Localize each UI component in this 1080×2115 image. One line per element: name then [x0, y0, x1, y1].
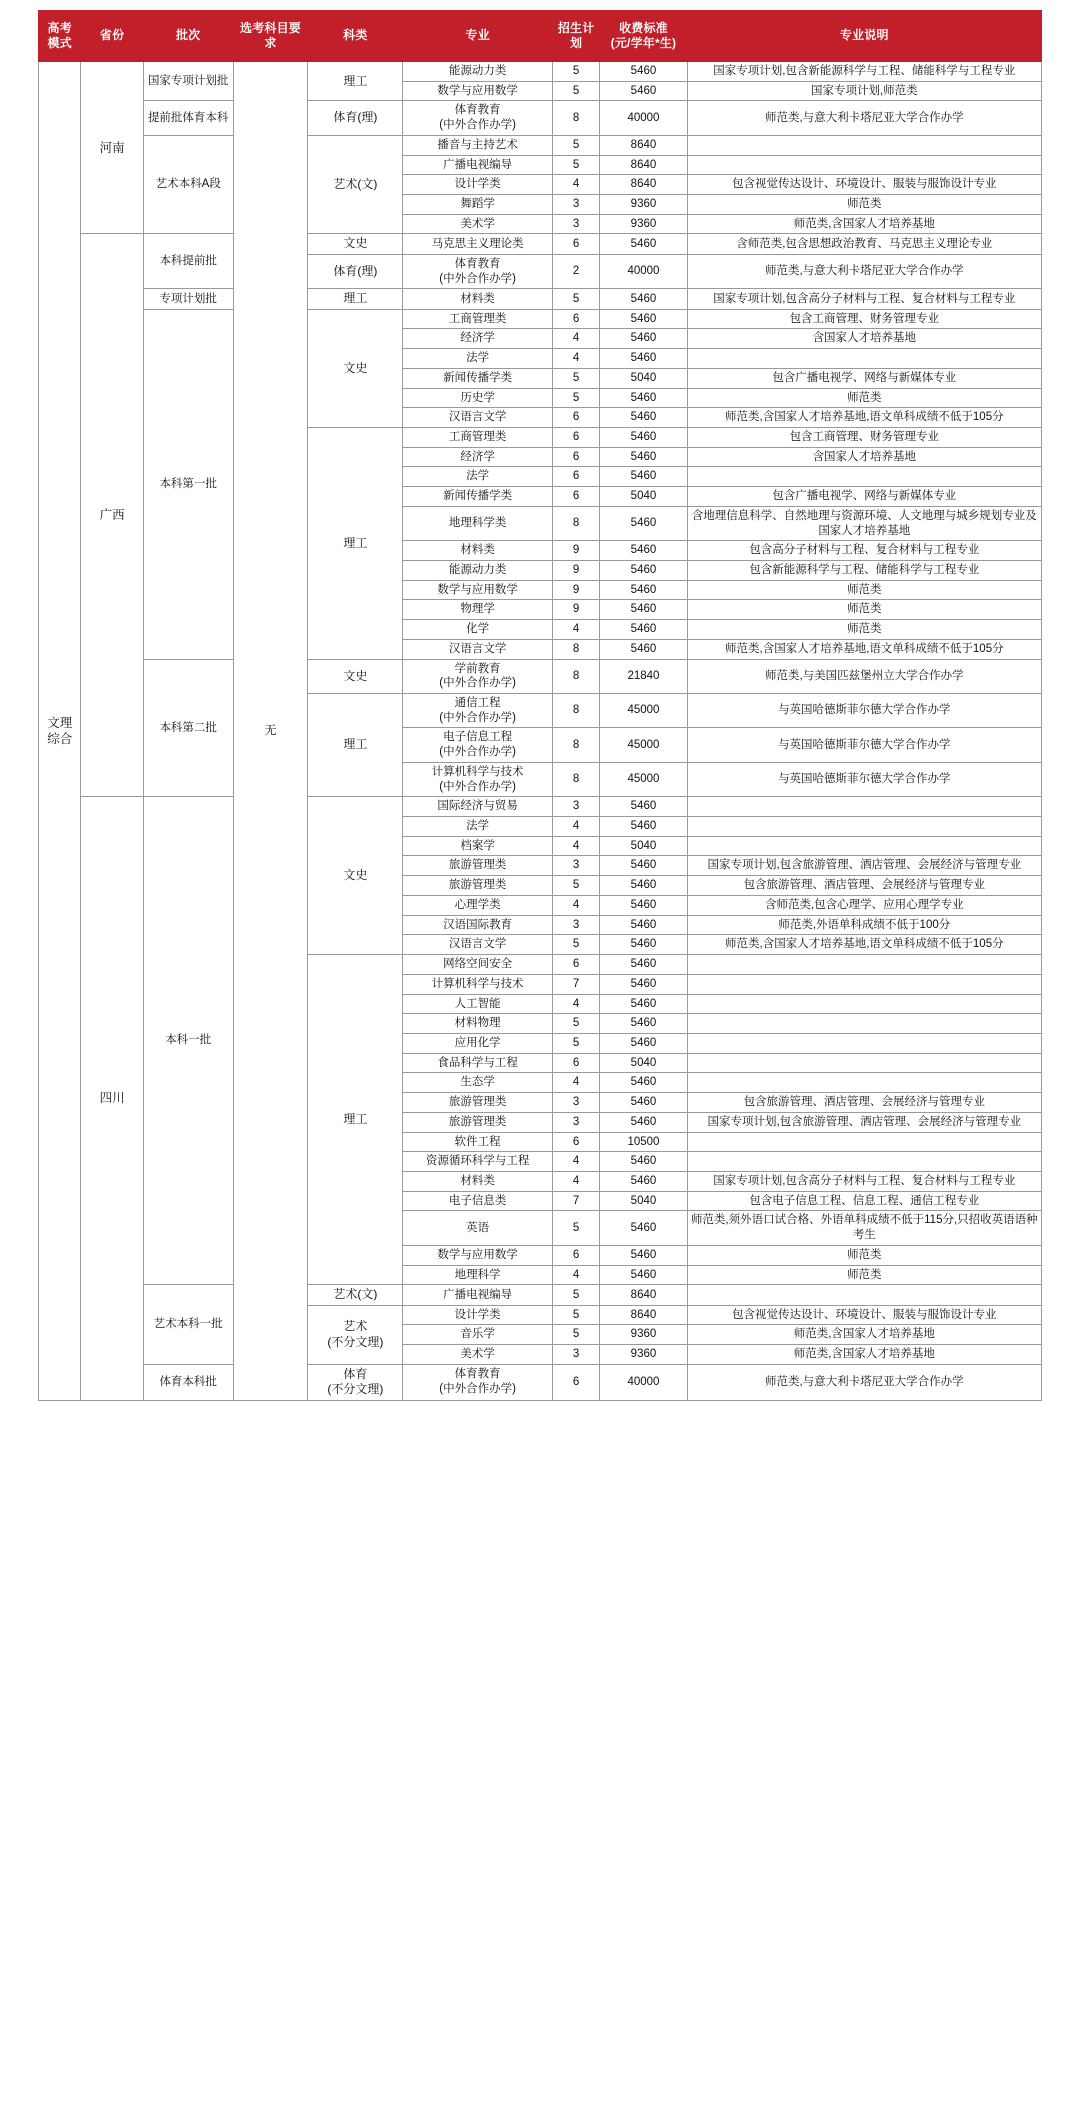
cell-batch: 本科第二批	[143, 659, 233, 797]
cell-fee: 5460	[600, 1093, 687, 1113]
cell-major: 英语	[403, 1211, 553, 1245]
cell-major: 美术学	[403, 1345, 553, 1365]
cell-fee: 9360	[600, 1325, 687, 1345]
cell-major: 国际经济与贸易	[403, 797, 553, 817]
cell-description: 师范类,含国家人才培养基地,语文单科成绩不低于105分	[687, 639, 1041, 659]
cell-major: 设计学类	[403, 1305, 553, 1325]
cell-major: 应用化学	[403, 1033, 553, 1053]
cell-major: 音乐学	[403, 1325, 553, 1345]
cell-fee: 5460	[600, 1014, 687, 1034]
table-body	[39, 62, 1042, 1401]
cell-major: 旅游管理类	[403, 1093, 553, 1113]
cell-category: 体育(理)	[308, 101, 403, 135]
cell-major: 汉语言文学	[403, 639, 553, 659]
cell-description: 包含视觉传达设计、环境设计、服装与服饰设计专业	[687, 1305, 1041, 1325]
cell-major: 软件工程	[403, 1132, 553, 1152]
cell-major: 地理科学类	[403, 506, 553, 540]
cell-fee: 5460	[600, 974, 687, 994]
cell-fee: 5460	[600, 915, 687, 935]
cell-major: 材料类	[403, 541, 553, 561]
cell-major: 播音与主持艺术	[403, 135, 553, 155]
cell-plan-count: 3	[552, 1345, 599, 1365]
cell-province: 河南	[81, 62, 143, 234]
cell-description: 包含电子信息工程、信息工程、通信工程专业	[687, 1191, 1041, 1211]
cell-plan-count: 6	[552, 447, 599, 467]
cell-description	[687, 1053, 1041, 1073]
cell-description: 包含视觉传达设计、环境设计、服装与服饰设计专业	[687, 175, 1041, 195]
cell-plan-count: 4	[552, 817, 599, 837]
cell-description: 师范类	[687, 580, 1041, 600]
cell-plan-count: 6	[552, 467, 599, 487]
cell-major: 生态学	[403, 1073, 553, 1093]
cell-fee: 5040	[600, 1053, 687, 1073]
cell-plan-count: 4	[552, 329, 599, 349]
cell-major: 材料类	[403, 1171, 553, 1191]
cell-fee: 5460	[600, 560, 687, 580]
cell-major: 食品科学与工程	[403, 1053, 553, 1073]
cell-major: 体育教育 (中外合作办学)	[403, 254, 553, 288]
cell-description: 师范类,含国家人才培养基地	[687, 214, 1041, 234]
cell-description: 含师范类,包含思想政治教育、马克思主义理论专业	[687, 234, 1041, 254]
table-row	[39, 797, 1042, 817]
cell-category: 艺术(文)	[308, 1285, 403, 1305]
cell-fee: 5460	[600, 856, 687, 876]
table-row	[39, 309, 1042, 329]
cell-category: 文史	[308, 797, 403, 955]
cell-plan-count: 8	[552, 762, 599, 796]
cell-subject-requirement: 无	[233, 62, 308, 1401]
cell-fee: 5040	[600, 836, 687, 856]
cell-description: 包含广播电视学、网络与新媒体专业	[687, 487, 1041, 507]
cell-fee: 8640	[600, 1305, 687, 1325]
cell-description: 包含旅游管理、酒店管理、会展经济与管理专业	[687, 876, 1041, 896]
cell-major: 工商管理类	[403, 427, 553, 447]
col-header-fee: 收费标准 (元/学年*生)	[600, 11, 687, 62]
cell-fee: 5460	[600, 234, 687, 254]
cell-major: 广播电视编导	[403, 1285, 553, 1305]
cell-major: 汉语国际教育	[403, 915, 553, 935]
cell-major: 美术学	[403, 214, 553, 234]
cell-plan-count: 9	[552, 541, 599, 561]
cell-description: 师范类	[687, 1265, 1041, 1285]
col-header-plan: 招生计划	[552, 11, 599, 62]
cell-description	[687, 994, 1041, 1014]
cell-major: 资源循环科学与工程	[403, 1152, 553, 1172]
cell-major: 体育教育 (中外合作办学)	[403, 101, 553, 135]
cell-major: 计算机科学与技术	[403, 974, 553, 994]
cell-description: 包含广播电视学、网络与新媒体专业	[687, 368, 1041, 388]
cell-major: 经济学	[403, 329, 553, 349]
cell-fee: 8640	[600, 155, 687, 175]
cell-fee: 5460	[600, 289, 687, 309]
cell-description	[687, 836, 1041, 856]
cell-major: 广播电视编导	[403, 155, 553, 175]
col-header-batch: 批次	[143, 11, 233, 62]
cell-major: 法学	[403, 467, 553, 487]
cell-major: 法学	[403, 349, 553, 369]
cell-fee: 9360	[600, 1345, 687, 1365]
cell-plan-count: 8	[552, 639, 599, 659]
cell-fee: 5460	[600, 309, 687, 329]
cell-plan-count: 2	[552, 254, 599, 288]
cell-fee: 40000	[600, 101, 687, 135]
cell-fee: 5460	[600, 1211, 687, 1245]
cell-fee: 40000	[600, 1364, 687, 1400]
cell-fee: 5460	[600, 388, 687, 408]
cell-exam-mode: 文理综合	[39, 62, 81, 1401]
cell-batch: 艺术本科一批	[143, 1285, 233, 1365]
cell-fee: 5460	[600, 408, 687, 428]
cell-batch: 国家专项计划批	[143, 62, 233, 101]
cell-description: 师范类	[687, 600, 1041, 620]
cell-plan-count: 3	[552, 915, 599, 935]
cell-plan-count: 4	[552, 175, 599, 195]
cell-description	[687, 817, 1041, 837]
cell-description: 师范类,与意大利卡塔尼亚大学合作办学	[687, 254, 1041, 288]
cell-fee: 5460	[600, 329, 687, 349]
cell-description: 含师范类,包含心理学、应用心理学专业	[687, 895, 1041, 915]
table-row	[39, 1285, 1042, 1305]
cell-category: 理工	[308, 62, 403, 101]
cell-category: 艺术 (不分文理)	[308, 1305, 403, 1364]
table-row	[39, 135, 1042, 155]
cell-category: 体育(理)	[308, 254, 403, 288]
cell-description: 包含工商管理、财务管理专业	[687, 427, 1041, 447]
cell-description: 国家专项计划,包含高分子材料与工程、复合材料与工程专业	[687, 1171, 1041, 1191]
cell-fee: 5460	[600, 1112, 687, 1132]
cell-category: 理工	[308, 694, 403, 797]
cell-major: 旅游管理类	[403, 876, 553, 896]
cell-plan-count: 8	[552, 694, 599, 728]
cell-description: 包含工商管理、财务管理专业	[687, 309, 1041, 329]
cell-fee: 45000	[600, 728, 687, 762]
cell-fee: 5460	[600, 600, 687, 620]
table-header	[39, 11, 1042, 62]
cell-plan-count: 5	[552, 1325, 599, 1345]
enrollment-plan-table	[38, 10, 1042, 1401]
cell-plan-count: 4	[552, 1171, 599, 1191]
cell-plan-count: 3	[552, 797, 599, 817]
cell-fee: 9360	[600, 195, 687, 215]
cell-plan-count: 5	[552, 135, 599, 155]
cell-fee: 5460	[600, 639, 687, 659]
cell-fee: 8640	[600, 1285, 687, 1305]
cell-fee: 5460	[600, 876, 687, 896]
cell-major: 电子信息工程 (中外合作办学)	[403, 728, 553, 762]
cell-description: 师范类,须外语口试合格、外语单科成绩不低于115分,只招收英语语种考生	[687, 1211, 1041, 1245]
table-row	[39, 62, 1042, 82]
cell-description	[687, 797, 1041, 817]
cell-description	[687, 1132, 1041, 1152]
table-row	[39, 289, 1042, 309]
cell-plan-count: 5	[552, 1033, 599, 1053]
cell-major: 汉语言文学	[403, 408, 553, 428]
cell-description: 国家专项计划,包含新能源科学与工程、储能科学与工程专业	[687, 62, 1041, 82]
cell-fee: 5460	[600, 1265, 687, 1285]
cell-major: 网络空间安全	[403, 955, 553, 975]
cell-plan-count: 6	[552, 1132, 599, 1152]
cell-plan-count: 5	[552, 368, 599, 388]
col-header-mode: 高考 模式	[39, 11, 81, 62]
cell-major: 旅游管理类	[403, 856, 553, 876]
cell-fee: 5460	[600, 349, 687, 369]
cell-description: 国家专项计划,包含旅游管理、酒店管理、会展经济与管理专业	[687, 856, 1041, 876]
cell-description	[687, 974, 1041, 994]
cell-plan-count: 3	[552, 1112, 599, 1132]
cell-major: 舞蹈学	[403, 195, 553, 215]
cell-description: 师范类,与意大利卡塔尼亚大学合作办学	[687, 1364, 1041, 1400]
cell-major: 学前教育 (中外合作办学)	[403, 659, 553, 693]
cell-fee: 5460	[600, 1033, 687, 1053]
table-row	[39, 101, 1042, 135]
cell-major: 马克思主义理论类	[403, 234, 553, 254]
cell-category: 艺术(文)	[308, 135, 403, 234]
cell-category: 理工	[308, 427, 403, 659]
cell-description: 含地理信息科学、自然地理与资源环境、人文地理与城乡规划专业及国家人才培养基地	[687, 506, 1041, 540]
cell-description: 师范类,与意大利卡塔尼亚大学合作办学	[687, 101, 1041, 135]
col-header-subject-requirement: 选考科目要求	[233, 11, 308, 62]
cell-fee: 5460	[600, 506, 687, 540]
cell-description: 师范类,含国家人才培养基地	[687, 1325, 1041, 1345]
cell-province: 广西	[81, 234, 143, 797]
cell-fee: 5460	[600, 467, 687, 487]
cell-description: 师范类	[687, 1245, 1041, 1265]
cell-description	[687, 1073, 1041, 1093]
cell-description	[687, 349, 1041, 369]
cell-description: 含国家人才培养基地	[687, 447, 1041, 467]
cell-major: 心理学类	[403, 895, 553, 915]
cell-fee: 8640	[600, 175, 687, 195]
cell-fee: 10500	[600, 1132, 687, 1152]
cell-description	[687, 1285, 1041, 1305]
cell-fee: 5040	[600, 487, 687, 507]
cell-major: 档案学	[403, 836, 553, 856]
cell-fee: 45000	[600, 762, 687, 796]
cell-major: 计算机科学与技术 (中外合作办学)	[403, 762, 553, 796]
cell-plan-count: 9	[552, 580, 599, 600]
cell-category: 理工	[308, 289, 403, 309]
cell-batch: 提前批体育本科	[143, 101, 233, 135]
cell-plan-count: 5	[552, 935, 599, 955]
cell-major: 数学与应用数学	[403, 1245, 553, 1265]
cell-description: 与英国哈德斯菲尔德大学合作办学	[687, 728, 1041, 762]
table-row	[39, 234, 1042, 254]
cell-fee: 5460	[600, 1152, 687, 1172]
cell-plan-count: 8	[552, 101, 599, 135]
cell-description	[687, 1033, 1041, 1053]
cell-plan-count: 7	[552, 974, 599, 994]
cell-major: 材料物理	[403, 1014, 553, 1034]
cell-description	[687, 155, 1041, 175]
cell-major: 汉语言文学	[403, 935, 553, 955]
cell-plan-count: 6	[552, 427, 599, 447]
cell-batch: 专项计划批	[143, 289, 233, 309]
cell-fee: 5460	[600, 541, 687, 561]
cell-description	[687, 955, 1041, 975]
cell-fee: 5460	[600, 1073, 687, 1093]
cell-plan-count: 5	[552, 1014, 599, 1034]
cell-fee: 8640	[600, 135, 687, 155]
cell-plan-count: 6	[552, 1245, 599, 1265]
cell-plan-count: 6	[552, 1364, 599, 1400]
cell-plan-count: 6	[552, 234, 599, 254]
cell-plan-count: 7	[552, 1191, 599, 1211]
cell-fee: 21840	[600, 659, 687, 693]
cell-fee: 40000	[600, 254, 687, 288]
cell-plan-count: 5	[552, 155, 599, 175]
cell-plan-count: 4	[552, 1265, 599, 1285]
cell-plan-count: 3	[552, 195, 599, 215]
cell-description: 与英国哈德斯菲尔德大学合作办学	[687, 762, 1041, 796]
cell-major: 化学	[403, 620, 553, 640]
cell-description	[687, 1014, 1041, 1034]
cell-plan-count: 8	[552, 506, 599, 540]
col-header-province: 省份	[81, 11, 143, 62]
cell-batch: 艺术本科A段	[143, 135, 233, 234]
cell-description: 国家专项计划,师范类	[687, 81, 1041, 101]
cell-plan-count: 4	[552, 836, 599, 856]
cell-description	[687, 135, 1041, 155]
cell-plan-count: 3	[552, 1093, 599, 1113]
cell-description	[687, 1152, 1041, 1172]
cell-fee: 9360	[600, 214, 687, 234]
cell-fee: 5460	[600, 1171, 687, 1191]
cell-description: 国家专项计划,包含高分子材料与工程、复合材料与工程专业	[687, 289, 1041, 309]
cell-description: 师范类,外语单科成绩不低于100分	[687, 915, 1041, 935]
cell-category: 文史	[308, 309, 403, 427]
cell-plan-count: 6	[552, 309, 599, 329]
cell-description	[687, 467, 1041, 487]
cell-plan-count: 5	[552, 62, 599, 82]
cell-description: 国家专项计划,包含旅游管理、酒店管理、会展经济与管理专业	[687, 1112, 1041, 1132]
cell-major: 能源动力类	[403, 62, 553, 82]
cell-major: 数学与应用数学	[403, 81, 553, 101]
cell-plan-count: 4	[552, 1073, 599, 1093]
cell-major: 电子信息类	[403, 1191, 553, 1211]
cell-plan-count: 3	[552, 856, 599, 876]
cell-major: 旅游管理类	[403, 1112, 553, 1132]
cell-fee: 5040	[600, 368, 687, 388]
table-row	[39, 659, 1042, 693]
cell-plan-count: 6	[552, 487, 599, 507]
cell-description: 师范类,含国家人才培养基地	[687, 1345, 1041, 1365]
cell-category: 理工	[308, 955, 403, 1285]
cell-major: 材料类	[403, 289, 553, 309]
cell-description: 师范类,含国家人才培养基地,语文单科成绩不低于105分	[687, 935, 1041, 955]
cell-fee: 5460	[600, 994, 687, 1014]
cell-major: 历史学	[403, 388, 553, 408]
cell-description: 师范类	[687, 620, 1041, 640]
cell-major: 通信工程 (中外合作办学)	[403, 694, 553, 728]
cell-major: 物理学	[403, 600, 553, 620]
cell-fee: 5460	[600, 1245, 687, 1265]
cell-plan-count: 3	[552, 214, 599, 234]
cell-plan-count: 4	[552, 1152, 599, 1172]
cell-description: 与英国哈德斯菲尔德大学合作办学	[687, 694, 1041, 728]
cell-plan-count: 9	[552, 560, 599, 580]
cell-batch: 本科提前批	[143, 234, 233, 289]
cell-description: 师范类,与美国匹兹堡州立大学合作办学	[687, 659, 1041, 693]
cell-major: 新闻传播学类	[403, 368, 553, 388]
cell-batch: 体育本科批	[143, 1364, 233, 1400]
cell-plan-count: 6	[552, 408, 599, 428]
cell-plan-count: 9	[552, 600, 599, 620]
cell-plan-count: 8	[552, 659, 599, 693]
cell-plan-count: 4	[552, 994, 599, 1014]
cell-major: 法学	[403, 817, 553, 837]
cell-plan-count: 4	[552, 895, 599, 915]
cell-plan-count: 5	[552, 876, 599, 896]
cell-plan-count: 5	[552, 289, 599, 309]
cell-fee: 5460	[600, 427, 687, 447]
cell-major: 数学与应用数学	[403, 580, 553, 600]
cell-fee: 5460	[600, 895, 687, 915]
cell-plan-count: 6	[552, 955, 599, 975]
cell-fee: 5460	[600, 580, 687, 600]
col-header-description: 专业说明	[687, 11, 1041, 62]
cell-plan-count: 4	[552, 349, 599, 369]
cell-plan-count: 5	[552, 1211, 599, 1245]
cell-category: 文史	[308, 659, 403, 693]
cell-major: 地理科学	[403, 1265, 553, 1285]
cell-plan-count: 4	[552, 620, 599, 640]
cell-fee: 5460	[600, 620, 687, 640]
cell-plan-count: 8	[552, 728, 599, 762]
cell-description: 含国家人才培养基地	[687, 329, 1041, 349]
cell-major: 新闻传播学类	[403, 487, 553, 507]
cell-fee: 5460	[600, 935, 687, 955]
cell-plan-count: 5	[552, 388, 599, 408]
cell-fee: 5460	[600, 955, 687, 975]
cell-category: 体育 (不分文理)	[308, 1364, 403, 1400]
cell-fee: 5460	[600, 797, 687, 817]
header-row	[39, 11, 1042, 62]
cell-major: 人工智能	[403, 994, 553, 1014]
cell-fee: 5460	[600, 62, 687, 82]
cell-fee: 5040	[600, 1191, 687, 1211]
cell-major: 体育教育 (中外合作办学)	[403, 1364, 553, 1400]
cell-fee: 5460	[600, 447, 687, 467]
cell-category: 文史	[308, 234, 403, 254]
cell-description: 包含旅游管理、酒店管理、会展经济与管理专业	[687, 1093, 1041, 1113]
cell-major: 经济学	[403, 447, 553, 467]
cell-major: 能源动力类	[403, 560, 553, 580]
table-row	[39, 1364, 1042, 1400]
cell-major: 工商管理类	[403, 309, 553, 329]
cell-description: 包含高分子材料与工程、复合材料与工程专业	[687, 541, 1041, 561]
cell-plan-count: 5	[552, 1305, 599, 1325]
cell-fee: 45000	[600, 694, 687, 728]
cell-major: 设计学类	[403, 175, 553, 195]
cell-description: 师范类	[687, 195, 1041, 215]
cell-fee: 5460	[600, 817, 687, 837]
cell-plan-count: 5	[552, 1285, 599, 1305]
cell-plan-count: 5	[552, 81, 599, 101]
cell-batch: 本科一批	[143, 797, 233, 1285]
col-header-major: 专业	[403, 11, 553, 62]
cell-batch: 本科第一批	[143, 309, 233, 659]
col-header-category: 科类	[308, 11, 403, 62]
cell-province: 四川	[81, 797, 143, 1400]
cell-description: 师范类,含国家人才培养基地,语文单科成绩不低于105分	[687, 408, 1041, 428]
cell-description: 师范类	[687, 388, 1041, 408]
cell-plan-count: 6	[552, 1053, 599, 1073]
cell-description: 包含新能源科学与工程、储能科学与工程专业	[687, 560, 1041, 580]
cell-fee: 5460	[600, 81, 687, 101]
